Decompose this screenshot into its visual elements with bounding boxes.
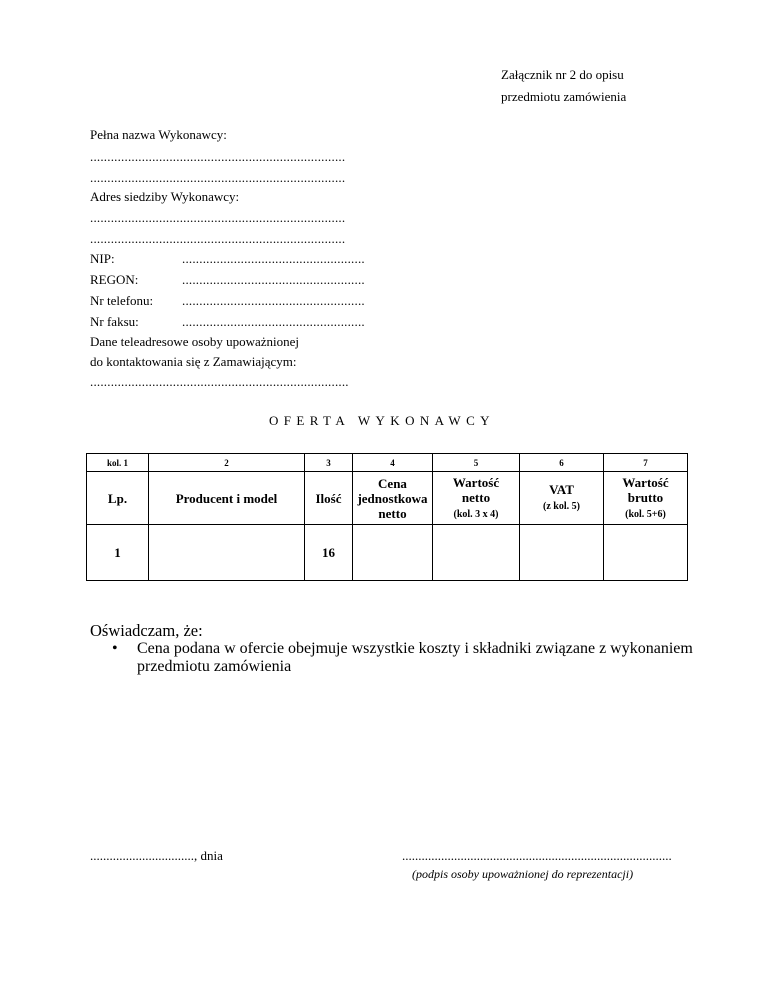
header-unit-price bbox=[353, 472, 433, 525]
column-number: kol. 1 bbox=[87, 454, 149, 472]
phone-label: Nr telefonu: bbox=[90, 293, 154, 308]
header-gross-value bbox=[604, 472, 688, 525]
cell-lp: 1 bbox=[87, 525, 149, 581]
fax-label: Nr faksu: bbox=[90, 314, 139, 329]
table-row bbox=[87, 525, 688, 581]
phone-field: ..................................................... bbox=[182, 293, 365, 308]
cell-net-value[interactable] bbox=[433, 525, 520, 581]
header-vat bbox=[520, 472, 604, 525]
header-sub: (kol. 3 x 4) bbox=[453, 508, 499, 520]
column-number: 3 bbox=[305, 454, 353, 472]
column-number-row bbox=[87, 454, 688, 472]
column-number: 2 bbox=[149, 454, 305, 472]
full-name-line-1: .......................................................................... bbox=[90, 149, 346, 164]
contact-line: ........................................................................... bbox=[90, 374, 349, 389]
column-number: 5 bbox=[433, 454, 520, 472]
header-label: Wartość netto bbox=[452, 474, 500, 505]
offer-title: OFERTA WYKONAWCY bbox=[269, 413, 495, 428]
header-label: Cena jednostkowa netto bbox=[357, 475, 428, 521]
header-label: Producent i model bbox=[175, 490, 278, 506]
header-sub: (z kol. 5) bbox=[543, 501, 580, 512]
statement-bullet-text: Cena podana w ofercie obejmuje wszystkie koszty i składniki związane z wykonaniem przedmiotu zamówienia bbox=[137, 640, 693, 675]
regon-field: ..................................................... bbox=[182, 272, 365, 287]
header-sub: (kol. 5+6) bbox=[625, 508, 666, 520]
header-lp bbox=[87, 472, 149, 525]
address-line-1: .......................................................................... bbox=[90, 210, 346, 225]
full-name-line-2: .......................................................................... bbox=[90, 170, 346, 185]
cell-qty: 16 bbox=[305, 525, 353, 581]
nip-field: ..................................................... bbox=[182, 251, 365, 266]
bullet-icon: • bbox=[112, 640, 118, 657]
date-line: ................................, dnia bbox=[90, 848, 223, 863]
fax-field: ..................................................... bbox=[182, 314, 365, 329]
cell-vat[interactable] bbox=[520, 525, 604, 581]
column-number: 7 bbox=[604, 454, 688, 472]
address-line-2: .......................................................................... bbox=[90, 231, 346, 246]
header-label: Lp. bbox=[107, 490, 128, 506]
column-number: 4 bbox=[353, 454, 433, 472]
header-label: VAT bbox=[549, 482, 574, 497]
header-net-value bbox=[433, 472, 520, 525]
annex-line-2: przedmiotu zamówienia bbox=[501, 89, 627, 104]
address-label: Adres siedziby Wykonawcy: bbox=[90, 189, 240, 204]
statement-heading: Oświadczam, że: bbox=[90, 621, 203, 640]
contact-label-1: Dane teleadresowe osoby upoważnionej bbox=[90, 334, 300, 349]
regon-label: REGON: bbox=[90, 272, 139, 287]
signature-caption: (podpis osoby upoważnionej do reprezentacji) bbox=[412, 867, 634, 881]
contact-label-2: do kontaktowania się z Zamawiającym: bbox=[90, 354, 297, 369]
header-model bbox=[149, 472, 305, 525]
cell-model[interactable] bbox=[149, 525, 305, 581]
column-number: 6 bbox=[520, 454, 604, 472]
cell-gross-value[interactable] bbox=[604, 525, 688, 581]
header-label: Ilość bbox=[315, 490, 342, 506]
annex-line-1: Załącznik nr 2 do opisu bbox=[501, 67, 624, 82]
signature-line: ................................................................................... bbox=[402, 848, 672, 863]
table-header-row bbox=[87, 472, 688, 525]
header-label: Wartość brutto bbox=[622, 474, 669, 505]
header-qty bbox=[305, 472, 353, 525]
offer-table bbox=[86, 453, 688, 581]
full-name-label: Pełna nazwa Wykonawcy: bbox=[90, 127, 227, 142]
nip-label: NIP: bbox=[90, 251, 115, 266]
cell-unit-price[interactable] bbox=[353, 525, 433, 581]
